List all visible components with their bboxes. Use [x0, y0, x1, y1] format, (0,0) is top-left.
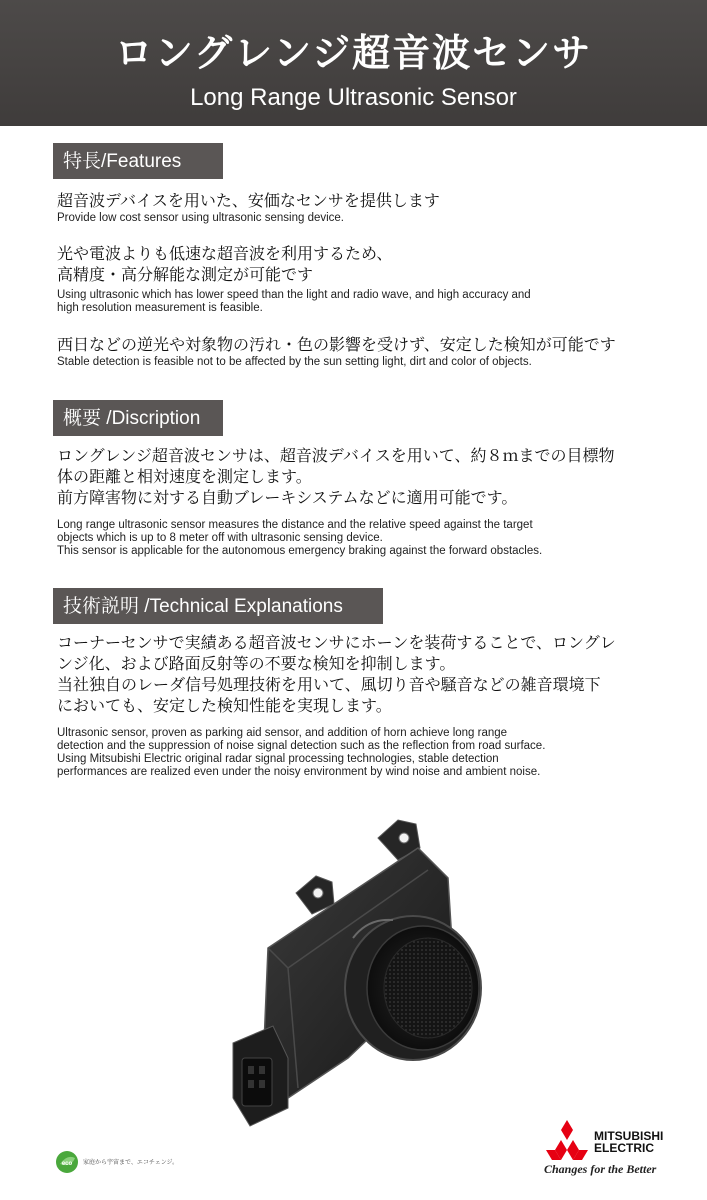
description-en-line2: objects which is up to 8 meter off with ultrasonic sensing device.	[57, 532, 383, 544]
feature-2-en-line2: high resolution measurement is feasible.	[57, 302, 263, 314]
brand-name-line1: MITSUBISHI	[594, 1129, 664, 1143]
feature-2-en-line1: Using ultrasonic which has lower speed than the light and radio wave, and high accuracy and	[57, 289, 531, 301]
description-jp-line1: ロングレンジ超音波センサは、超音波デバイスを用いて、約８ｍまでの目標物	[57, 446, 615, 465]
feature-3-jp: 西日などの逆光や対象物の汚れ・色の影響を受けず、安定した検知が可能です	[57, 335, 616, 354]
description-heading-en: /Discription	[101, 408, 201, 429]
eco-badge-label: eco	[61, 1161, 73, 1167]
description-heading-jp: 概要	[63, 407, 102, 429]
description-jp-line2: 体の距離と相対速度を測定します。	[57, 467, 312, 486]
mitsubishi-electric-logo	[542, 1120, 692, 1180]
technical-en-line1: Ultrasonic sensor, proven as parking aid sensor, and addition of horn achieve long range	[57, 727, 508, 739]
technical-jp-line3: 当社独自のレーダ信号処理技術を用いて、風切り音や騒音などの雑音環境下	[57, 675, 601, 694]
brand-name-line2: ELECTRIC	[594, 1141, 654, 1155]
description-en-line1: Long range ultrasonic sensor measures the distance and the relative speed against the target	[57, 519, 533, 531]
technical-heading	[53, 588, 383, 624]
three-diamonds-icon	[544, 1120, 590, 1160]
technical-heading-jp: 技術説明	[63, 595, 140, 617]
features-heading-jp: 特長	[63, 150, 102, 172]
brand-name	[594, 1130, 663, 1154]
features-heading-en: /Features	[101, 151, 182, 172]
feature-2-jp-line2: 高精度・高分解能な測定が可能です	[57, 265, 314, 284]
feature-1-en: Provide low cost sensor using ultrasonic sensing device.	[57, 212, 345, 224]
brand-slogan: Changes for the Better	[544, 1162, 657, 1176]
technical-en-line4: performances are realized even under the noisy environment by wind noise and ambient noise.	[57, 766, 541, 778]
description-en-line3: This sensor is applicable for the autonomous emergency braking against the forward obstacles.	[57, 545, 543, 557]
technical-jp-line4: においても、安定した検知性能を実現します。	[57, 696, 392, 715]
eco-changes-badge	[55, 1150, 179, 1174]
eco-leaf-icon	[55, 1150, 79, 1174]
description-jp-line3: 前方障害物に対する自動ブレーキシステムなどに適用可能です。	[57, 488, 518, 507]
technical-heading-en: /Technical Explanations	[139, 596, 343, 617]
technical-en-line2: detection and the suppression of noise signal detection such as the reflection from road surface.	[57, 740, 546, 752]
page-title-en: Long Range Ultrasonic Sensor	[190, 84, 517, 111]
features-heading	[53, 143, 223, 179]
feature-1-jp: 超音波デバイスを用いた、安価なセンサを提供します	[57, 191, 440, 210]
eco-changes-text: 家庭から宇宙まで、エコチェンジ。	[83, 1159, 179, 1166]
description-heading	[53, 400, 223, 436]
feature-3-en: Stable detection is feasible not to be affected by the sun setting light, dirt and color of objects.	[57, 356, 532, 368]
technical-jp-line1: コーナーセンサで実績ある超音波センサにホーンを装荷することで、ロングレ	[57, 633, 616, 652]
sensor-product-image	[228, 808, 488, 1148]
page-title-jp: ロングレンジ超音波センサ	[114, 31, 593, 75]
title-banner	[0, 0, 707, 126]
technical-en-line3: Using Mitsubishi Electric original radar signal processing technologies, stable detection	[57, 753, 499, 765]
technical-jp-line2: ンジ化、および路面反射等の不要な検知を抑制します。	[57, 654, 456, 673]
feature-2-jp-line1: 光や電波よりも低速な超音波を利用するため、	[57, 244, 393, 263]
